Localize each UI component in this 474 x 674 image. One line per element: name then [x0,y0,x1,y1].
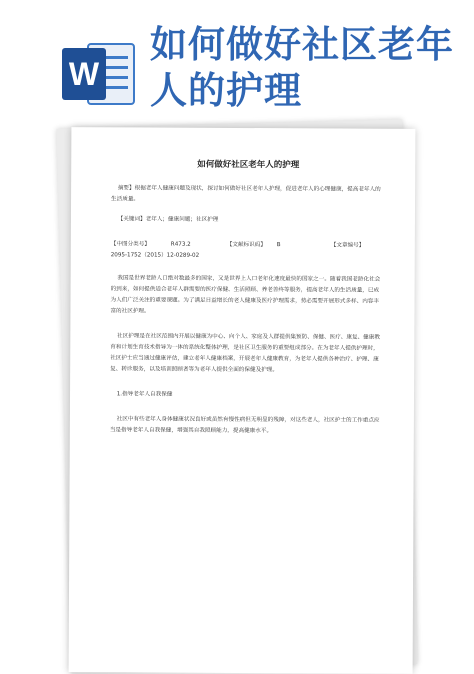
paragraph-community-nursing: 社区护理是在社区范围内开展以健康为中心、向个人、家庭及人群提供集预防、保健、医疗、康复、健康教育和计划生育技术指导为一体的系统化整体护理，是社区卫生服务的重要组成部分。在为老年人提供护理时，社区护士应当通过健康评估，建立老年人健康档案，开展老年人健康教育，为老年人提供各种治疗、护理、康复、转诊服务，以及培训照顾者等为老年人提供全面的保健及护理。 [110,333,380,374]
document-page [69,127,416,674]
document-title: 如何做好社区老年人的护理 [197,159,300,171]
paragraph-self-care: 社区中有些老年人身体健康状况良好或虽然有慢性病但无明显的残障，对这些老人，社区护士的工作重点应当是指导老年人自我保健，增强其自我照顾能力，提高健康水平。 [109,416,380,435]
clc-label: 【中图分类号】 [110,241,151,248]
word-logo-icon [60,38,138,110]
banner-title-line2: 人的护理 [150,69,302,112]
banner-title-line1: 如何做好社区老年 [150,23,454,66]
article-number-label: 【文章编号】 [330,242,365,249]
word-logo-letter: W [68,56,100,92]
doc-code-label: 【文献标识码】 [226,241,267,249]
doc-code-value: B [276,242,281,249]
keywords-line: 【关键词】老年人；健康问题；社区护理 [117,216,219,223]
paragraph-intro: 我国是世界老龄人口绝对数最多的国家，又是世界上人口老年化速度最快的国家之一。随着我国老龄化社会的到来，如何提供适合老年人群需要的医疗保健、生活照顾、养老善终等服务，提高老年人的生活质量，已成为人们广泛关注的重要课题。为了满足日益增长的老人健康及医疗护理需求，势必需要开展形式多样、内容丰富的社区护理。 [110,275,381,315]
document-body [110,157,386,446]
section-heading-1: 1.指导老年人自我保健 [116,391,173,398]
abstract-paragraph: 摘要】根据老年人健康问题及现状，探讨如何做好社区老年人护理，促进老年人的心理健康，提高老年人的生活质量。 [111,185,381,203]
clc-value: R473.2 [170,241,191,248]
article-number-value: 2095-1752（2015）12-0289-02 [110,252,200,259]
banner-title [150,22,460,114]
